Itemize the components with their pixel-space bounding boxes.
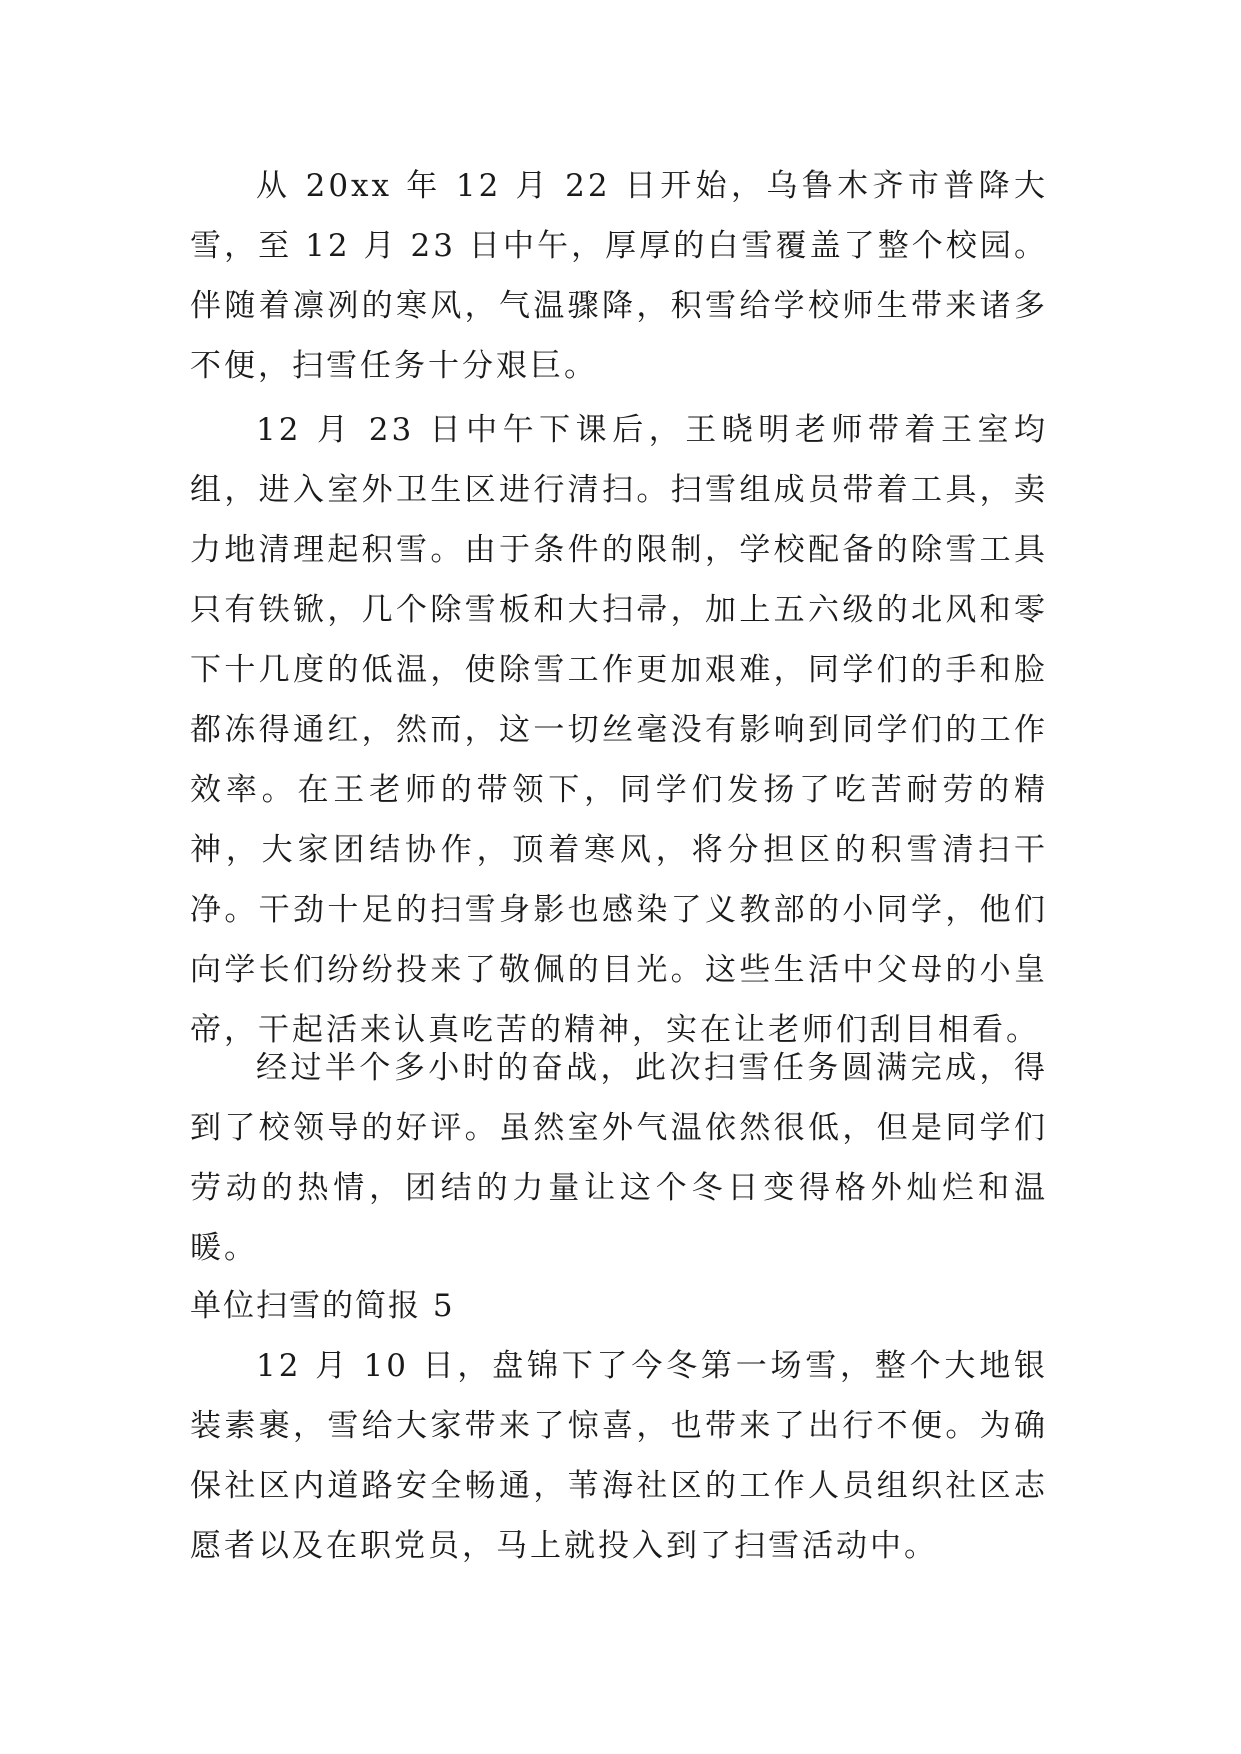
paragraph-snow-clearing: 12 月 23 日中午下课后，王晓明老师带着王室均组，进入室外卫生区进行清扫。扫雪组成员带着工具，卖力地清理起积雪。由于条件的限制，学校配备的除雪工具只有铁锨，几个除雪板和大扫帚，加上五六级的北风和零下十几度的低温，使除雪工作更加艰难，同学们的手和脸都冻得通红，然而，这一切丝毫没有影响到同学们的工作效率。在王老师的带领下，同学们发扬了吃苦耐劳的精神，大家团结协作，顶着寒风，将分担区的积雪清扫干净。干劲十足的扫雪身影也感染了义教部的小同学，他们向学长们纷纷投来了敬佩的目光。这些生活中父母的小皇帝，干起活来认真吃苦的精神，实在让老师们刮目相看。: [190, 412, 1048, 1048]
paragraph-task-completed: 经过半个多小时的奋战，此次扫雪任务圆满完成，得到了校领导的好评。虽然室外气温依然很低，但是同学们劳动的热情，团结的力量让这个冬日变得格外灿烂和温暖。: [190, 1050, 1048, 1266]
paragraph-panjin-snow: 12 月 10 日，盘锦下了今冬第一场雪，整个大地银装素裹，雪给大家带来了惊喜，也带来了出行不便。为确保社区内道路安全畅通，苇海社区的工作人员组织社区志愿者以及在职党员，马上就投入到了扫雪活动中。: [190, 1348, 1048, 1564]
section-heading: 单位扫雪的简报 5: [190, 1288, 455, 1324]
paragraph-snowfall-intro: 从 20xx 年 12 月 22 日开始，乌鲁木齐市普降大雪，至 12 月 23 日中午，厚厚的白雪覆盖了整个校园。伴随着凛冽的寒风，气温骤降，积雪给学校师生带来诸多不便，扫雪任务十分艰巨。: [190, 168, 1048, 384]
